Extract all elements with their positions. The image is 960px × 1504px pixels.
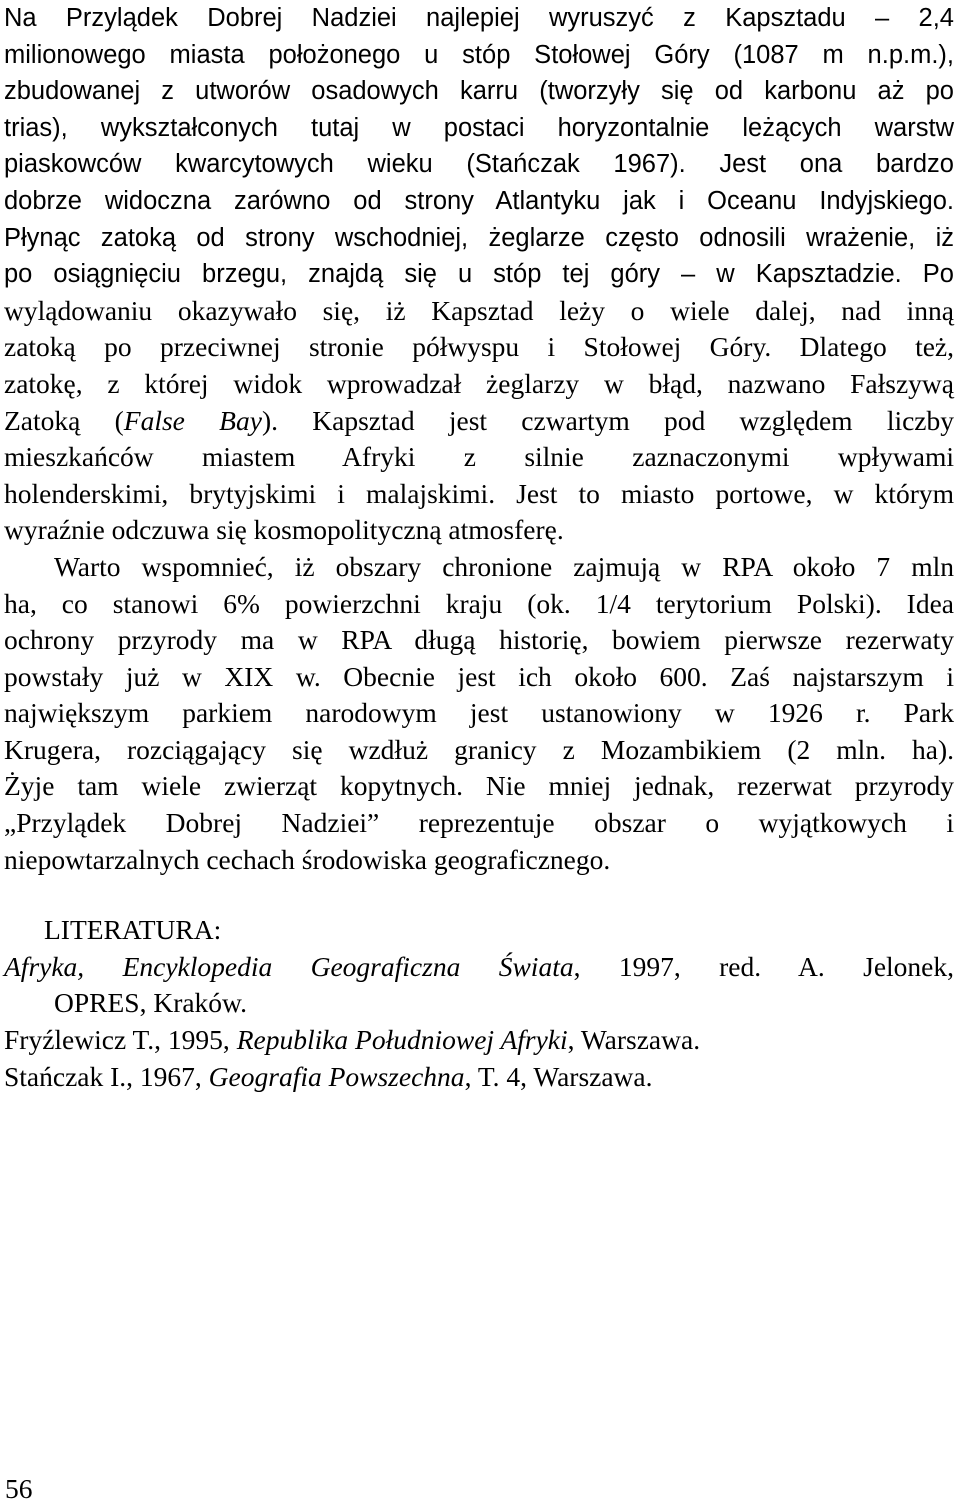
text-line: dobrze widoczna zarówno od strony Atlantyku jak i Oceanu Indyjskiego.: [4, 186, 954, 215]
page-number: 56: [5, 1473, 33, 1504]
reference-details: , Warszawa.: [567, 1024, 701, 1056]
document-page: [4, 0, 954, 1095]
text-line: Krugera, rozciągający się wzdłuż granicy z Mozambikiem (2 mln. ha).: [4, 733, 954, 765]
literature-heading: LITERATURA:: [44, 914, 222, 946]
reference-item: [4, 1059, 954, 1096]
text-line: zatokę, z której widok wprowadzał żeglarzy w błąd, nazwano Fałszywą: [4, 367, 954, 399]
text-line: Na Przylądek Dobrej Nadziei najlepiej wyruszyć z Kapsztadu – 2,4: [4, 4, 954, 32]
reference-details: , 1997, red. A. Jelonek,: [573, 950, 954, 982]
text-segment: ). Kapsztad jest czwartym pod względem liczby: [261, 404, 955, 436]
text-line: holenderskimi, brytyjskimi i malajskimi. Jest to miasto portowe, w którym: [4, 477, 954, 509]
reference-author: Stańczak I., 1967,: [4, 1060, 209, 1092]
text-line: Płynąc zatoką od strony wschodniej, żeglarze często odnosili wrażenie, iż: [4, 223, 954, 252]
reference-title: Geografia Powszechna: [208, 1060, 465, 1092]
italic-term: False Bay: [123, 404, 262, 436]
text-line-first: Warto wspomnieć, iż obszary chronione zajmują w RPA około 7 mln: [54, 550, 954, 582]
text-line-mixed: [4, 256, 954, 293]
text-line: zatoką po przeciwnej stronie półwyspu i Stołowej Góry. Dlatego też,: [4, 331, 954, 363]
text-line: [4, 403, 954, 440]
text-line: piaskowców kwarcytowych wieku (Stańczak 1967). Jest ona bardzo: [4, 150, 954, 179]
references-list: [4, 949, 954, 1095]
paragraph-1-sans: [4, 0, 954, 256]
text-line: milionowego miasta położonego u stóp Stołowej Góry (1087 m n.p.m.),: [4, 40, 954, 69]
text-line: trias), wykształconych tutaj w postaci horyzontalnie leżących warstw: [4, 113, 954, 142]
reference-continuation: OPRES, Kraków.: [54, 987, 248, 1019]
text-segment: Zatoką (: [4, 404, 124, 436]
paragraph-2: [4, 549, 954, 878]
reference-item: [4, 949, 954, 986]
text-line-last: niepowtarzalnych cechach środowiska geograficznego.: [4, 843, 611, 875]
text-line: ha, co stanowi 6% powierzchni kraju (ok. 1/4 terytorium Polski). Idea: [4, 587, 954, 619]
reference-item: [4, 1022, 954, 1059]
text-line: powstały już w XIX w. Obecnie jest ich około 600. Zaś najstarszym i: [4, 660, 954, 692]
paragraph-1-serif: [4, 293, 954, 549]
reference-details: , T. 4, Warszawa.: [464, 1060, 653, 1092]
text-line: największym parkiem narodowym jest ustanowiony w 1926 r. Park: [4, 697, 954, 729]
text-line: mieszkańców miastem Afryki z silnie zaznaczonymi wpływami: [4, 441, 954, 473]
text-line: ochrony przyrody ma w RPA długą historię, bowiem pierwsze rezerwaty: [4, 624, 954, 656]
text-line: wylądowaniu okazywało się, iż Kapsztad leży o wiele dalej, nad inną: [4, 294, 954, 326]
text-segment: Po: [922, 260, 954, 289]
text-line: „Przylądek Dobrej Nadziei” reprezentuje obszar o wyjątkowych i: [4, 807, 954, 839]
reference-title: Afryka, Encyklopedia Geograficzna Świata: [4, 950, 574, 982]
text-segment: po osiągnięciu brzegu, znajdą się u stóp tej góry – w Kapsztadzie.: [4, 260, 902, 289]
reference-author: Fryźlewicz T., 1995,: [4, 1024, 237, 1056]
text-line: zbudowanej z utworów osadowych karru (tworzyły się od karbonu aż po: [4, 77, 954, 106]
reference-title: Republika Południowej Afryki: [236, 1024, 568, 1056]
text-line: Żyje tam wiele zwierząt kopytnych. Nie mniej jednak, rezerwat przyrody: [4, 770, 954, 802]
text-line-last: wyraźnie odczuwa się kosmopolityczną atmosferę.: [4, 514, 564, 546]
